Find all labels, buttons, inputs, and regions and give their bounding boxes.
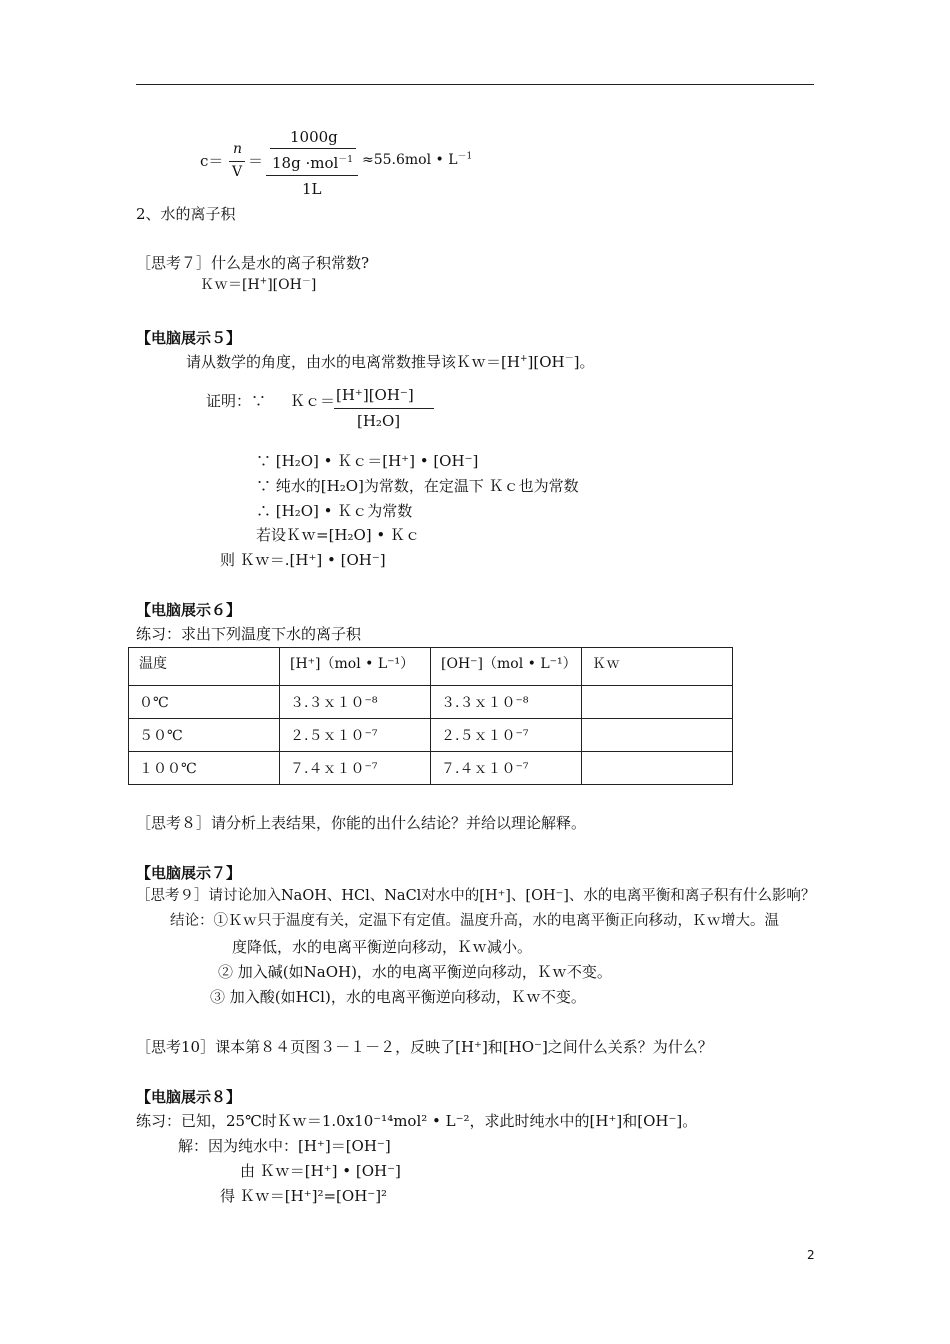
proof-line-5: 则 Ｋｗ＝.[H⁺] • [OH⁻] (220, 551, 386, 569)
table-cell (582, 719, 733, 752)
formula-big-num: 1000g (290, 128, 338, 146)
display-6-heading: 【电脑展示６】 (136, 601, 242, 619)
display-5-heading: 【电脑展示５】 (136, 329, 242, 347)
kc-numerator: [H⁺][OH⁻] (336, 386, 414, 404)
conclusion-line-2: 度降低，水的电离平衡逆向移动，Ｋｗ减小。 (232, 938, 533, 956)
table-cell: ３.３ｘ１０⁻⁸ (431, 686, 582, 719)
display-5-prompt: 请从数学的角度，由水的电离常数推导该Ｋｗ＝[H+][OH－]。 (186, 353, 595, 371)
proof-label: 证明：∵ (206, 392, 267, 410)
think-8: ［思考８］请分析上表结果，你能的出什么结论？并给以理论解释。 (136, 814, 587, 832)
header-rule (136, 84, 814, 85)
kw-table (128, 647, 733, 785)
formula-eq: ＝ (248, 152, 264, 170)
solution-line-1: 解：因为纯水中：[H⁺]＝[OH⁻] (178, 1137, 391, 1155)
kc-denominator: [H₂O] (357, 412, 401, 430)
table-row (129, 719, 733, 752)
table-cell: ２.５ｘ１０⁻⁷ (431, 719, 582, 752)
table-cell: ０℃ (129, 686, 280, 719)
formula-V: V (232, 164, 243, 180)
table-cell: ５０℃ (129, 719, 280, 752)
table-cell (582, 686, 733, 719)
think-10: ［思考10］课本第８４页图３－１－２，反映了[H⁺]和[HO⁻]之间什么关系？为什么？ (136, 1038, 713, 1056)
formula-big-den: 1L (302, 180, 322, 198)
table-cell: ２.５ｘ１０⁻⁷ (280, 719, 431, 752)
fraction-line-inner (270, 148, 356, 149)
table-cell (582, 752, 733, 785)
table-cell: ３.３ｘ１０⁻⁸ (280, 686, 431, 719)
proof-line-4: 若设Ｋｗ=[H₂O] • Ｋｃ (256, 526, 421, 544)
formula-approx: ≈55.6mol • $L^{-1}$ (362, 151, 473, 168)
table-cell: １００℃ (129, 752, 280, 785)
solution-line-2: 由 Ｋｗ＝[H⁺] • [OH⁻] (240, 1162, 401, 1180)
table-header-row (129, 648, 733, 686)
fraction-line-nv (229, 161, 245, 162)
think-7: ［思考７］什么是水的离子积常数? (136, 254, 370, 272)
solution-line-3: 得 Ｋｗ＝[H⁺]²=[OH⁻]² (220, 1187, 388, 1205)
display-8-heading: 【电脑展示８】 (136, 1088, 242, 1106)
display-8-exercise: 练习：已知，25℃时Ｋｗ＝1.0x10⁻¹⁴mol² • L⁻²，求此时纯水中的[H⁺]和[OH⁻]。 (136, 1112, 698, 1130)
table-row (129, 752, 733, 785)
fraction-line-main (266, 175, 358, 176)
formula-inner-num: 18g ·mol$^{-1}$ (272, 154, 354, 172)
kc-lhs: Ｋｃ＝ (290, 392, 336, 410)
table-header-cell: 温度 (129, 648, 280, 686)
formula-n: n (233, 141, 243, 157)
proof-line-3: ∴ [H₂O] • Ｋｃ为常数 (256, 502, 413, 520)
display-7-heading: 【电脑展示７】 (136, 864, 242, 882)
table-cell: ７.４ｘ１０⁻⁷ (280, 752, 431, 785)
conclusion-line-1: 结论：①Ｋｗ只于温度有关，定温下有定值。温度升高，水的电离平衡正向移动，Ｋｗ增大。温 (170, 913, 779, 929)
formula-c-lhs: c＝ (200, 152, 224, 170)
table-cell: ７.４ｘ１０⁻⁷ (431, 752, 582, 785)
think-9: ［思考９］请讨论加入NaOH、HCl、NaCl对水中的[H⁺]、[OH⁻]、水的电离平衡和离子积有什么影响？ (136, 888, 816, 904)
table-header-cell: [OH⁻]（mol • L⁻¹） (431, 648, 582, 686)
kc-fraction-line (334, 408, 434, 409)
section-2-title: 2、水的离子积 (136, 205, 236, 223)
display-6-exercise: 练习：求出下列温度下水的离子积 (136, 625, 362, 643)
proof-line-1: ∵ [H₂O] • Ｋｃ＝[H⁺] • [OH⁻] (256, 452, 479, 470)
proof-line-2: ∵ 纯水的[H₂O]为常数，在定温下 Ｋｃ也为常数 (256, 477, 579, 495)
table-header-cell: [H⁺]（mol • L⁻¹） (280, 648, 431, 686)
table-header-cell: Ｋｗ (582, 648, 733, 686)
table-row (129, 686, 733, 719)
conclusion-line-4: ③ 加入酸(如HCl)，水的电离平衡逆向移动，Ｋｗ不变。 (210, 988, 586, 1006)
page-number: 2 (807, 1248, 815, 1262)
kw-definition: Ｋｗ＝[H+][OH－] (200, 276, 317, 293)
conclusion-line-3: ② 加入碱(如NaOH)，水的电离平衡逆向移动，Ｋｗ不变。 (218, 963, 612, 981)
